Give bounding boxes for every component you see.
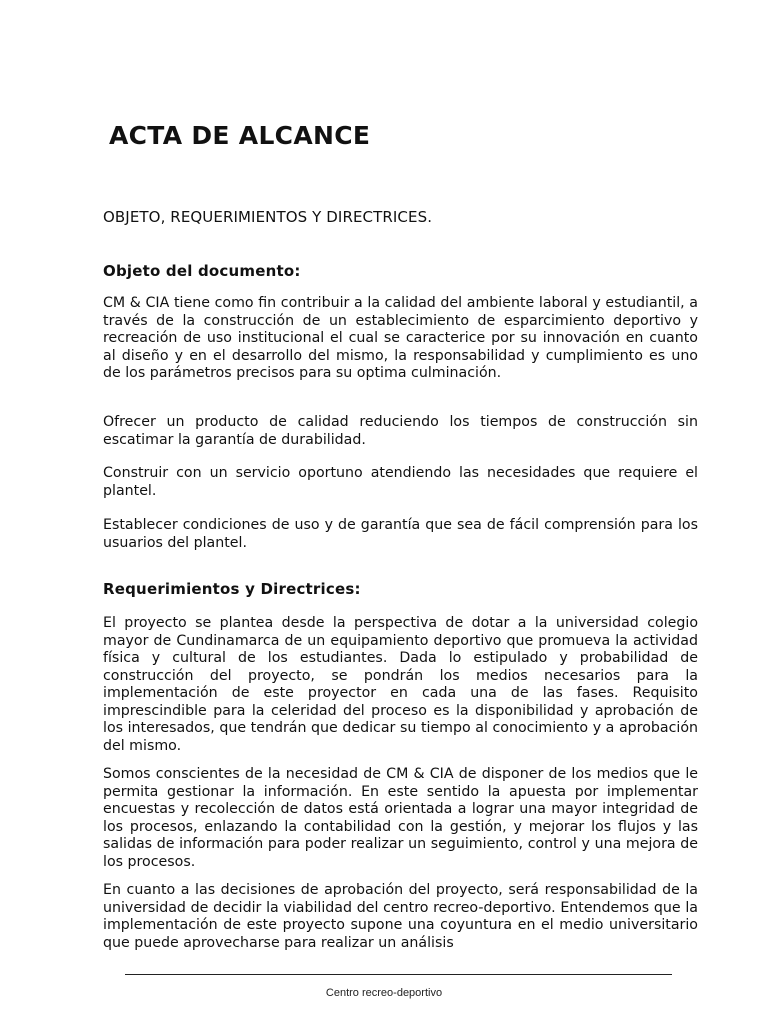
requerimientos-paragraph-3: En cuanto a las decisiones de aprobación del proyecto, será responsabilidad de la universidad de decidir la viabilidad del centro recreo-deportivo. Entendemos que la implementación de este proyecto supone una coyuntura en el medio universitario que puede aprovecharse para realizar un análisis [103,882,698,951]
objeto-paragraph-4: Establecer condiciones de uso y de garantía que sea de fácil comprensión para los usuarios del plantel. [103,517,698,551]
requerimientos-paragraph-1: El proyecto se plantea desde la perspectiva de dotar a la universidad colegio mayor de Cundinamarca de un equipamiento deportivo que promueva la actividad física y cultural de los estudiantes. Dada lo estipulado y probabilidad de construcción del proyecto, se pondrán los medios necesarios para la implementación de este proyector en cada una de las fases. Requisito imprescindible para la celeridad del proceso es la disponibilidad y aprobación de los interesados, que tendrán que dedicar su tiempo al conocimiento y a aprobación del mismo. [103,615,698,754]
document-title: ACTA DE ALCANCE [109,121,371,150]
objeto-heading: Objeto del documento: [103,262,301,280]
objeto-paragraph-1: CM & CIA tiene como fin contribuir a la calidad del ambiente laboral y estudiantil, a través de la construcción de un establecimiento de esparcimiento deportivo y recreación de uso institucional el cual se caracterice por su innovación en cuanto al diseño y en el desarrollo del mismo, la responsabilidad y cumplimiento es uno de los parámetros precisos para su optima culminación. [103,295,698,381]
footer-divider [125,974,672,975]
page-footer: Centro recreo-deportivo [325,987,443,999]
objeto-paragraph-2: Ofrecer un producto de calidad reduciendo los tiempos de construcción sin escatimar la garantía de durabilidad. [103,414,698,448]
objeto-paragraph-3: Construir con un servicio oportuno atendiendo las necesidades que requiere el plantel. [103,465,698,499]
section-heading: OBJETO, REQUERIMIENTOS Y DIRECTRICES. [103,208,433,226]
requerimientos-paragraph-2: Somos conscientes de la necesidad de CM & CIA de disponer de los medios que le permita gestionar la información. En este sentido la apuesta por implementar encuestas y recolección de datos está orientada a lograr una mayor integridad de los procesos, enlazando la contabilidad con la gestión, y mejorar los flujos y las salidas de información para poder realizar un seguimiento, control y una mejora de los procesos. [103,766,698,870]
requerimientos-heading: Requerimientos y Directrices: [103,580,361,598]
